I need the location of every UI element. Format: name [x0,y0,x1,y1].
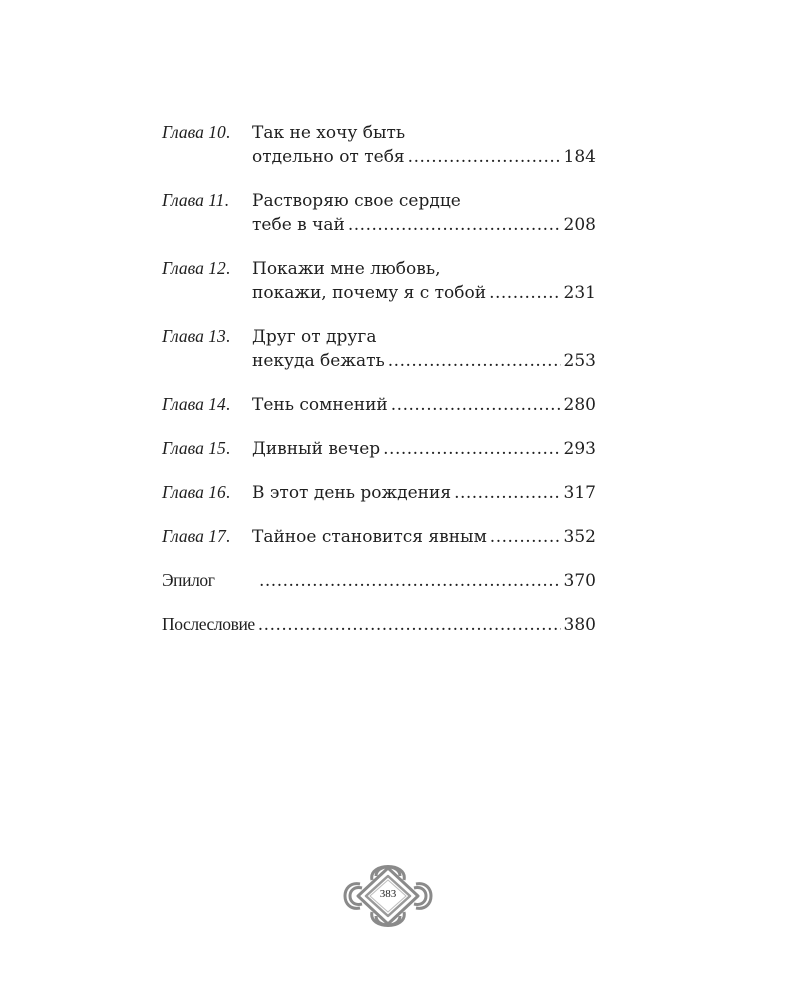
chapter-title: В этот день рождения [252,483,452,503]
table-of-contents [162,120,596,656]
dot-leader [383,437,560,461]
chapter-title-line-1: Покажи мне любовь, [252,259,441,279]
page-number: 231 [563,283,596,303]
toc-entry-chapter-12[interactable] [162,256,596,305]
chapter-label: Глава 13. [162,326,231,346]
page-number: 370 [563,571,596,591]
toc-entry-chapter-15[interactable] [162,436,596,461]
dot-leader [348,213,561,237]
page-number: 352 [563,527,596,547]
chapter-title-line-1: Так не хочу быть [252,123,406,143]
chapter-title-line-2: некуда бежать [252,351,385,371]
chapter-title-line-2: отдельно от тебя [252,147,405,167]
page-number: 317 [563,483,596,503]
dot-leader [490,525,561,549]
toc-entry-afterword[interactable] [162,612,596,637]
chapter-title: Тень сомнений [252,395,388,415]
chapter-label: Глава 15. [162,438,231,458]
dot-leader [259,569,561,593]
dot-leader [489,281,560,305]
chapter-title: Тайное становится явным [252,527,487,547]
chapter-title: Дивный вечер [252,439,381,459]
page-number: 380 [563,615,596,635]
afterword-label: Послесловие [162,614,255,634]
toc-entry-chapter-17[interactable] [162,524,596,549]
chapter-label: Глава 14. [162,394,231,414]
toc-entry-epilogue[interactable] [162,568,596,593]
dot-leader [258,613,561,637]
toc-entry-chapter-16[interactable] [162,480,596,505]
dot-leader [408,145,561,169]
chapter-title-line-1: Друг от друга [252,327,377,347]
chapter-title-line-2: покажи, почему я с тобой [252,283,487,303]
dot-leader [454,481,560,505]
dot-leader [388,349,561,373]
toc-entry-chapter-10[interactable] [162,120,596,169]
toc-entry-chapter-13[interactable] [162,324,596,373]
chapter-label: Глава 17. [162,526,231,546]
page-number: 208 [563,215,596,235]
page-number: 293 [563,439,596,459]
dot-leader [391,393,561,417]
chapter-label: Глава 11. [162,190,229,210]
epilogue-label: Эпилог [162,570,215,590]
chapter-title-line-2: тебе в чай [252,215,345,235]
page-number: 184 [563,147,596,167]
chapter-label: Глава 12. [162,258,231,278]
chapter-label: Глава 16. [162,482,231,502]
toc-entry-chapter-14[interactable] [162,392,596,417]
page-number: 253 [563,351,596,371]
page-number-footer: 383 [379,888,397,900]
page-number: 280 [563,395,596,415]
chapter-title-line-1: Растворяю свое сердце [252,191,461,211]
toc-entry-chapter-11[interactable] [162,188,596,237]
chapter-label: Глава 10. [162,122,231,142]
